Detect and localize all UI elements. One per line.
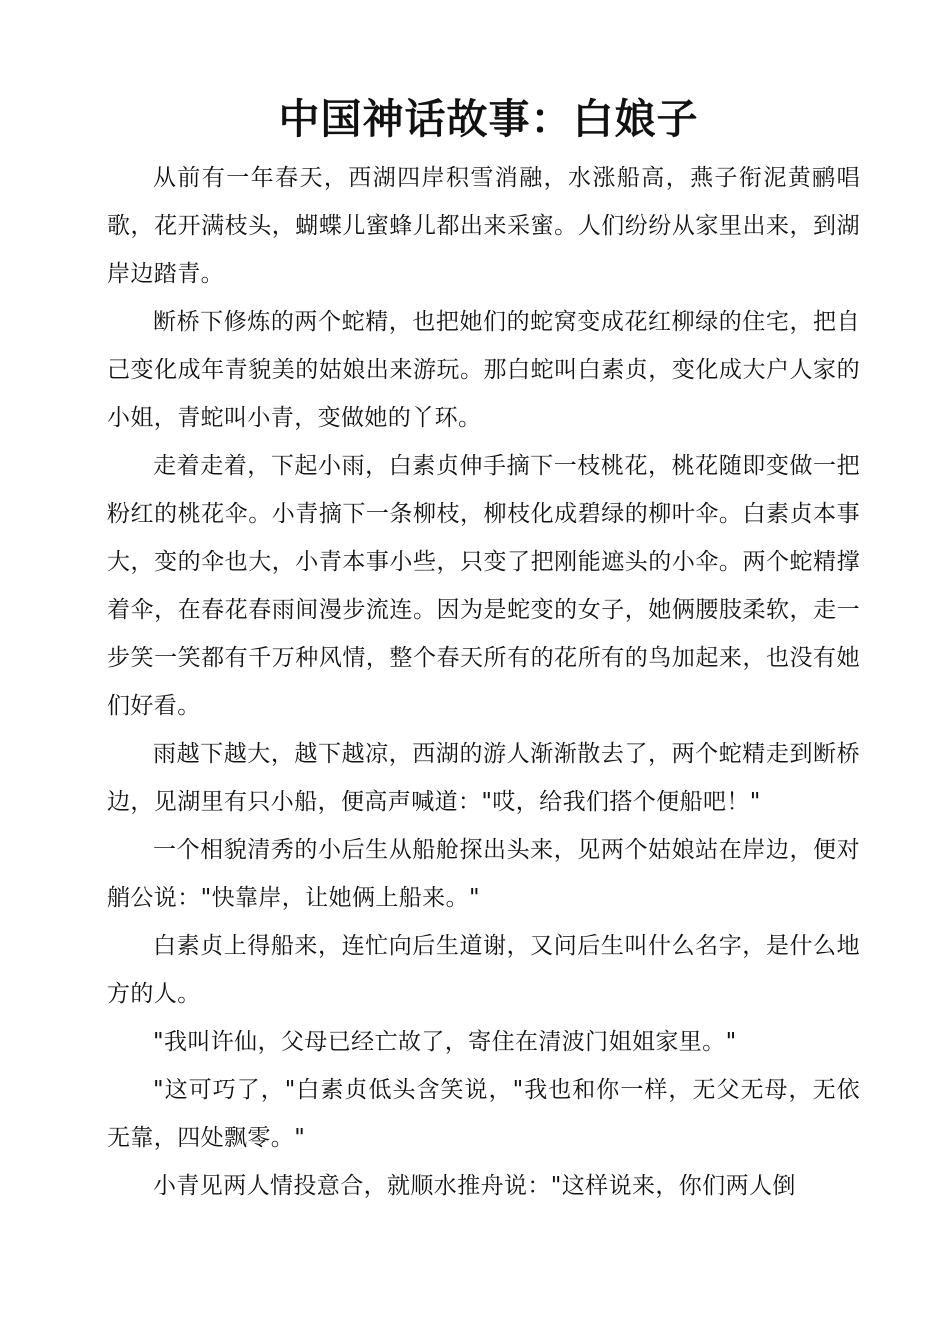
document-body <box>107 154 860 1210</box>
paragraph-2: 断桥下修炼的两个蛇精，也把她们的蛇窝变成花红柳绿的住宅，把自己变化成年青貌美的姑娘出来游玩。那白蛇叫白素贞，变化成大户人家的小姐，青蛇叫小青，变做她的丫环。 <box>107 309 860 431</box>
document-title: 中国神话故事：白娘子 <box>278 95 699 143</box>
paragraph-9: 小青见两人情投意合，就顺水推舟说："这样说来，你们两人倒 <box>153 1173 796 1199</box>
paragraph-7: "我叫许仙，父母已经亡故了，寄住在清波门姐姐家里。" <box>153 1029 737 1055</box>
paragraph-5: 一个相貌清秀的小后生从船舱探出头来，见两个姑娘站在岸边，便对艄公说："快靠岸，让她俩上船来。" <box>107 837 860 911</box>
paragraph-4: 雨越下越大，越下越凉，西湖的游人渐渐散去了，两个蛇精走到断桥边，见湖里有只小船，便高声喊道："哎，给我们搭个便船吧！" <box>107 741 860 815</box>
paragraph-6: 白素贞上得船来，连忙向后生道谢，又问后生叫什么名字，是什么地方的人。 <box>107 933 860 1007</box>
paragraph-1: 从前有一年春天，西湖四岸积雪消融，水涨船高，燕子衔泥黄鹂唱歌，花开满枝头，蝴蝶儿蜜蜂儿都出来采蜜。人们纷纷从家里出来，到湖岸边踏青。 <box>107 165 860 287</box>
paragraph-8: "这可巧了，"白素贞低头含笑说，"我也和你一样，无父无母，无依无靠，四处飘零。" <box>107 1077 860 1151</box>
paragraph-3: 走着走着，下起小雨，白素贞伸手摘下一枝桃花，桃花随即变做一把粉红的桃花伞。小青摘下一条柳枝，柳枝化成碧绿的柳叶伞。白素贞本事大，变的伞也大，小青本事小些，只变了把刚能遮头的小伞。两个蛇精撑着伞，在春花春雨间漫步流连。因为是蛇变的女子，她俩腰肢柔软，走一步笑一笑都有千万种风情，整个春天所有的花所有的鸟加起来，也没有她们好看。 <box>107 453 860 719</box>
